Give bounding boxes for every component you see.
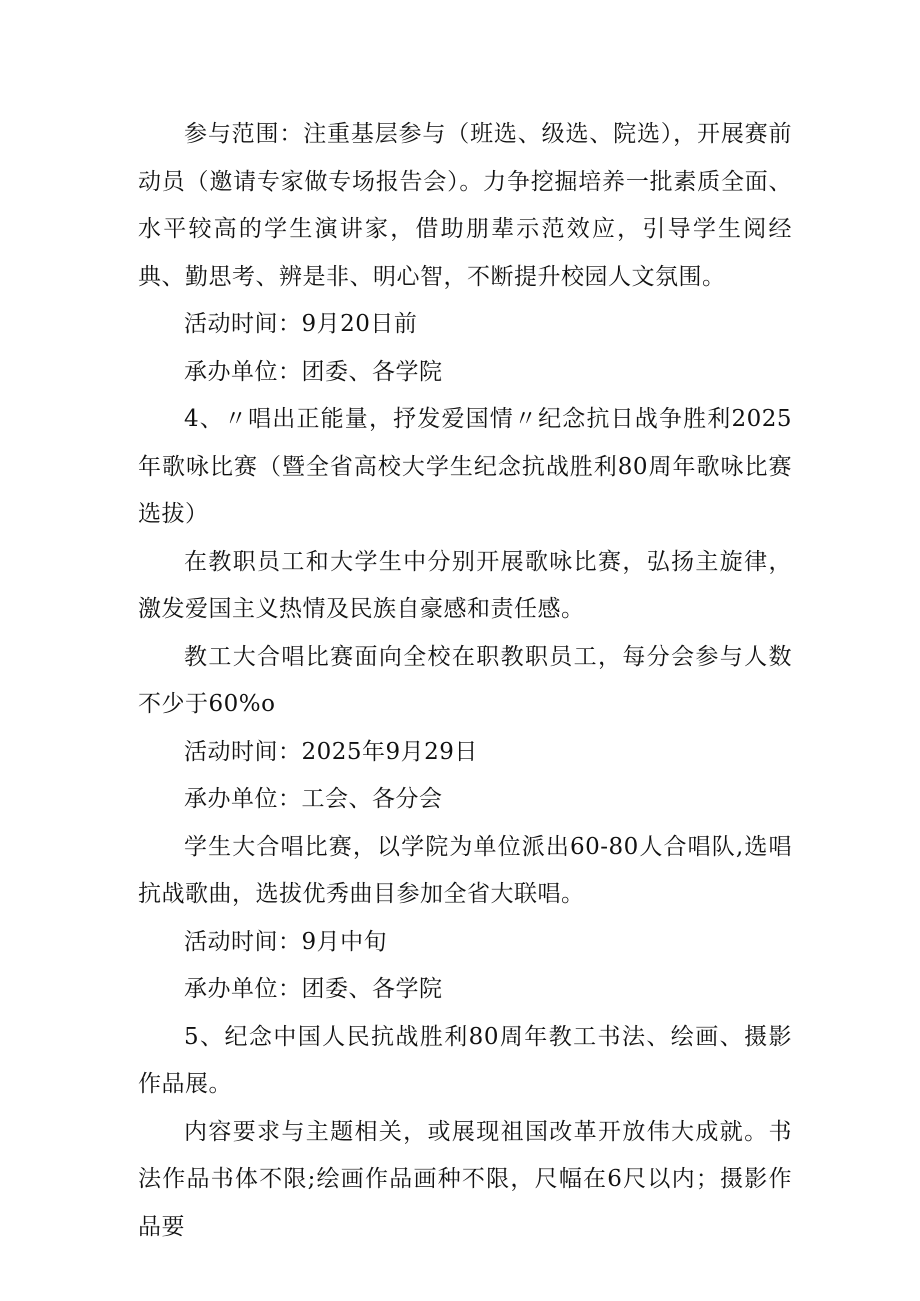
paragraph-student-activity-time: 活动时间：9月中旬 xyxy=(184,928,388,955)
paragraph-organizer: 承办单位：团委、各学院 xyxy=(184,358,443,385)
paragraph-student-organizer: 承办单位：团委、各学院 xyxy=(184,976,443,1002)
paragraph-section-4-title: 4、〃唱出正能量，抒发爱国情〃纪念抗日战争胜利2025年歌咏比赛（暨全省高校大学生纪念抗战胜利80周年歌咏比赛选拔） xyxy=(138,406,792,527)
paragraph-section-5-title: 5、纪念中国人民抗战胜利80周年教工书法、绘画、摄影作品展。 xyxy=(138,1023,792,1097)
paragraph-exhibition-requirements: 内容要求与主题相关，或展现祖国改革开放伟大成就。书法作品书体不限;绘画作品画种不限，尺幅在6尺以内；摄影作品要 xyxy=(138,1118,792,1240)
paragraph-staff-chorus: 教工大合唱比赛面向全校在职教职员工，每分会参与人数不少于60%o xyxy=(138,643,792,717)
paragraph-student-chorus: 学生大合唱比赛，以学院为单位派出60-80人合唱队,选唱抗战歌曲，选拔优秀曲目参加全省大联唱。 xyxy=(138,833,792,907)
paragraph-staff-organizer: 承办单位：工会、各分会 xyxy=(184,786,443,812)
paragraph-activity-time: 活动时间：9月20日前 xyxy=(184,311,418,337)
paragraph-participation-scope: 参与范围：注重基层参与（班选、级选、院选），开展赛前动员（邀请专家做专场报告会）。力争挖掘培养一批素质全面、水平较高的学生演讲家，借助朋辈示范效应，引导学生阅经典、勤思考、辨是非、明心智，不断提升校园人文氛围。 xyxy=(138,121,792,290)
paragraph-staff-activity-time: 活动时间：2025年9月29日 xyxy=(184,738,478,765)
paragraph-singing-contest-intro: 在教职员工和大学生中分别开展歌咏比赛，弘扬主旋律，激发爱国主义热情及民族自豪感和责任感。 xyxy=(138,548,792,622)
